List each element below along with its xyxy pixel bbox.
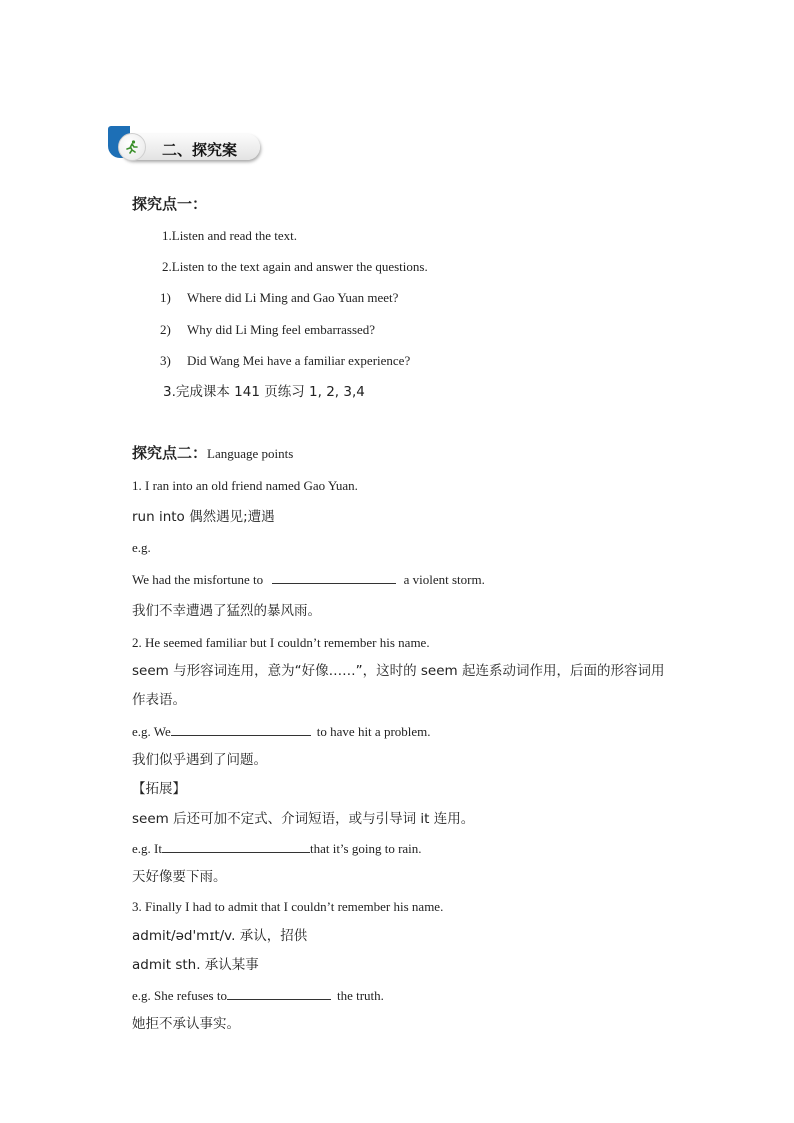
question-2: Why did Li Ming feel embarrassed?	[187, 322, 376, 337]
question-number-2: 2)	[160, 322, 171, 337]
answer-blank-4[interactable]	[227, 987, 331, 1000]
point-2-explanation: seem 与形容词连用，意为“好像……”，这时的 seem 起连系动词作用，后面的形容词用	[132, 663, 665, 679]
example-text-after: a violent storm.	[403, 572, 485, 587]
example-text-before: e.g. It	[132, 841, 162, 856]
point-2-translation: 我们似乎遇到了问题。	[132, 752, 267, 768]
task-3: 3.完成课本 141 页练习 1, 2, 3,4	[163, 384, 365, 400]
question-3: Did Wang Mei have a familiar experience?	[187, 353, 411, 368]
running-person-icon	[118, 133, 146, 161]
point-1-example	[132, 571, 485, 588]
question-1: Where did Li Ming and Gao Yuan meet?	[187, 290, 399, 305]
extension-explanation: seem 后还可加不定式、介词短语，或与引导词 it 连用。	[132, 811, 475, 827]
extension-example	[132, 840, 422, 857]
question-number-3: 3)	[160, 353, 171, 368]
point-2-explanation-cont: 作表语。	[132, 692, 186, 708]
point-1-sentence: 1. I ran into an old friend named Gao Yuan.	[132, 478, 358, 493]
point-1-definition: run into 偶然遇见;遭遇	[132, 509, 275, 525]
point-2-sentence: 2. He seemed familiar but I couldn’t remember his name.	[132, 635, 430, 650]
section2-heading-row	[132, 445, 293, 462]
example-text-before: e.g. She refuses to	[132, 988, 227, 1003]
point-2-example	[132, 723, 431, 740]
answer-blank-3[interactable]	[162, 840, 310, 853]
example-text-before: We had the misfortune to	[132, 572, 264, 587]
section2-heading: 探究点二：	[132, 444, 208, 462]
example-text-before: e.g. We	[132, 724, 171, 739]
answer-blank-1[interactable]	[272, 571, 396, 584]
extension-translation: 天好像要下雨。	[132, 869, 227, 885]
example-text-after: that it’s going to rain.	[309, 841, 422, 856]
point-1-eg: e.g.	[132, 540, 151, 555]
answer-blank-2[interactable]	[171, 723, 311, 736]
task-2: 2.Listen to the text again and answer the questions.	[162, 259, 428, 274]
section1-heading: 探究点一：	[132, 195, 208, 213]
task-1: 1.Listen and read the text.	[162, 228, 298, 243]
extension-heading: 【拓展】	[132, 781, 186, 797]
point-3-sentence: 3. Finally I had to admit that I couldn’t remember his name.	[132, 899, 444, 914]
point-3-translation: 她拒不承认事实。	[132, 1016, 240, 1032]
point-3-example	[132, 987, 384, 1004]
example-text-after: the truth.	[336, 988, 384, 1003]
point-3-definition: admit/əd'mɪt/v. 承认，招供	[132, 928, 308, 944]
section2-heading-suffix: Language points	[207, 446, 294, 461]
point-3-usage: admit sth. 承认某事	[132, 957, 259, 973]
question-number-1: 1)	[160, 290, 171, 305]
point-1-translation: 我们不幸遭遇了猛烈的暴风雨。	[132, 603, 321, 619]
example-text-after: to have hit a problem.	[316, 724, 431, 739]
section-header-badge	[108, 126, 263, 166]
section-title: 二、探究案	[162, 141, 238, 159]
